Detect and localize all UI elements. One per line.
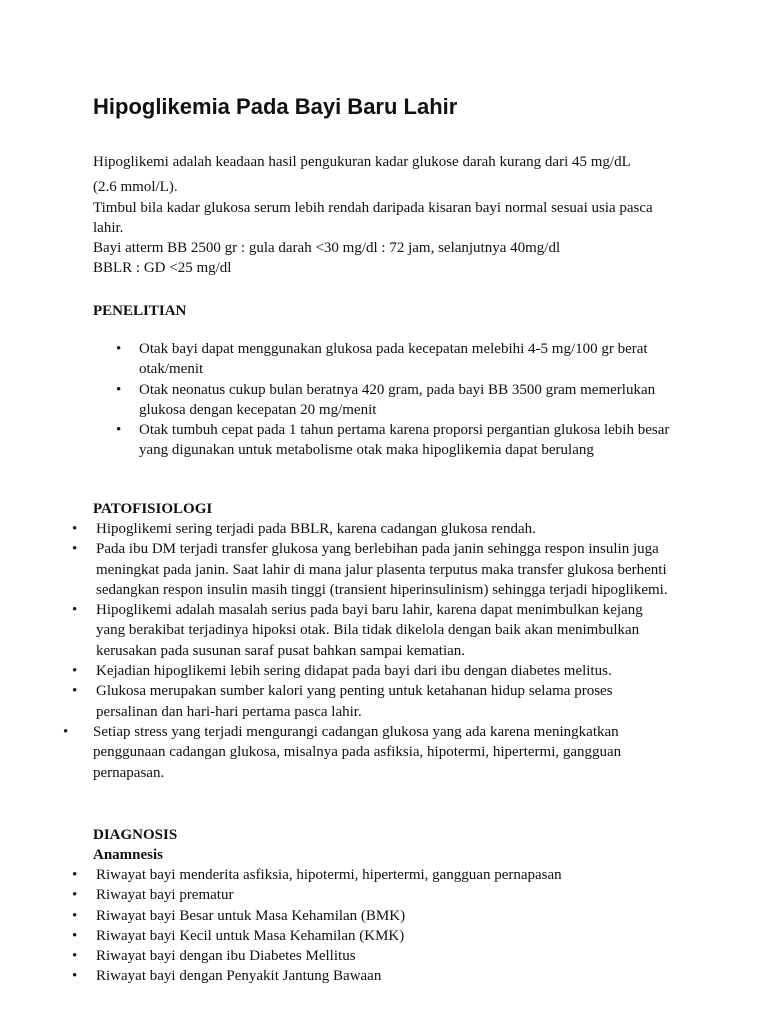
list-item: • Kejadian hipoglikemi lebih sering didapat pada bayi dari ibu dengan diabetes melitus. <box>93 661 673 681</box>
intro-line: Timbul bila kadar glukosa serum lebih rendah daripada kisaran bayi normal sesuai usia pasca lahir. <box>93 199 653 236</box>
list-item: • Otak neonatus cukup bulan beratnya 420 gram, pada bayi BB 3500 gram memerlukan glukosa dengan kecepatan 20 mg/menit <box>139 380 699 421</box>
anamnesis-list <box>93 865 673 987</box>
list-item: • Hipoglikemi sering terjadi pada BBLR, karena cadangan glukosa rendah. <box>93 519 673 539</box>
intro-line: (2.6 mmol/L). <box>93 179 178 196</box>
list-item: • Setiap stress yang terjadi mengurangi cadangan glukosa yang ada karena meningkatkan penggunaan cadangan glukosa, misalnya pada asfiksia, hipotermi, hipertermi, gangguan pernapasan. <box>90 722 673 783</box>
patofisiologi-list <box>93 519 673 783</box>
list-item: • Riwayat bayi dengan ibu Diabetes Mellitus <box>93 946 673 966</box>
intro-line: BBLR : GD <25 mg/dl <box>93 260 232 277</box>
intro-line: Bayi atterm BB 2500 gr : gula darah <30 mg/dl : 72 jam, selanjutnya 40mg/dl <box>93 240 561 257</box>
list-item: • Riwayat bayi menderita asfiksia, hipotermi, hipertermi, gangguan pernapasan <box>93 865 673 885</box>
intro-line: Hipoglikemi adalah keadaan hasil pengukuran kadar glukose darah kurang dari 45 mg/dL <box>93 154 631 170</box>
list-item: • Hipoglikemi adalah masalah serius pada bayi baru lahir, karena dapat menimbulkan kejang yang berakibat terjadinya hipoksi otak. Bila tidak dikelola dengan baik akan menimbulkan kerusakan pada susunan saraf pusat bahkan sampai kematian. <box>93 600 673 661</box>
list-item: • Riwayat bayi Kecil untuk Masa Kehamilan (KMK) <box>93 926 673 946</box>
penelitian-list <box>139 339 699 461</box>
list-item: • Riwayat bayi prematur <box>93 885 673 905</box>
document-title: Hipoglikemia Pada Bayi Baru Lahir <box>93 94 458 119</box>
subheading-anamnesis: Anamnesis <box>93 847 164 863</box>
list-item: • Otak tumbuh cepat pada 1 tahun pertama karena proporsi pergantian glukosa lebih besar yang digunakan untuk metabolisme otak maka hipoglikemia dapat berulang <box>139 420 699 461</box>
heading-patofisiologi: PATOFISIOLOGI <box>93 501 213 517</box>
list-item: • Riwayat bayi Besar untuk Masa Kehamilan (BMK) <box>93 906 673 926</box>
heading-penelitian: PENELITIAN <box>93 303 187 319</box>
list-item: • Riwayat bayi dengan Penyakit Jantung Bawaan <box>93 966 673 986</box>
list-item: • Glukosa merupakan sumber kalori yang penting untuk ketahanan hidup selama proses persalinan dan hari-hari pertama pasca lahir. <box>93 681 673 722</box>
list-item: • Pada ibu DM terjadi transfer glukosa yang berlebihan pada janin sehingga respon insulin juga meningkat pada janin. Saat lahir di mana jalur plasenta terputus maka transfer glukosa berhenti sedangkan respon insulin masih tinggi (transient hiperinsulinism) sehingga terjadi hipoglikemi. <box>93 539 673 600</box>
intro-paragraph <box>93 152 693 279</box>
list-item: • Otak bayi dapat menggunakan glukosa pada kecepatan melebihi 4-5 mg/100 gr berat otak/menit <box>139 339 699 380</box>
heading-diagnosis: DIAGNOSIS <box>93 827 178 843</box>
